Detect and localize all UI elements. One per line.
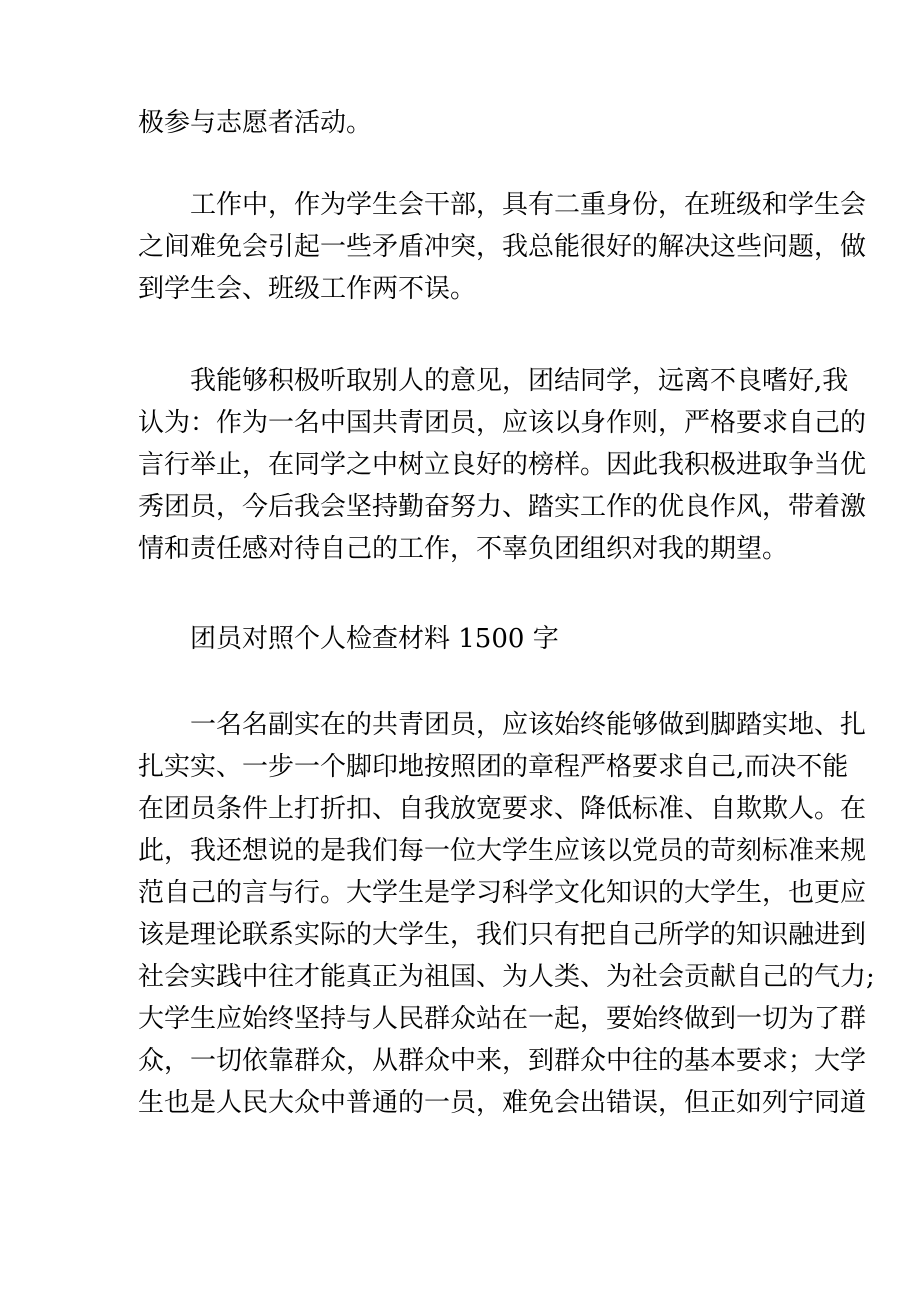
paragraph-line: 该是理论联系实际的大学生，我们只有把自己所学的知识融进到 bbox=[138, 920, 867, 950]
paragraph-line: 社会实践中往才能真正为祖国、为人类、为社会贡献自己的气力; bbox=[138, 962, 875, 992]
paragraph-line: 一名名副实在的共青团员，应该始终能够做到脚踏实地、扎 bbox=[190, 710, 867, 740]
paragraph-line: 扎实实、一步一个脚印地按照团的章程严格要求自己,而决不能 bbox=[138, 752, 849, 782]
paragraph-line: 此，我还想说的是我们每一位大学生应该以党员的苛刻标准来规 bbox=[138, 836, 867, 866]
paragraph-line: 我能够积极听取别人的意见，团结同学，远离不良嗜好,我 bbox=[190, 366, 849, 396]
paragraph-line: 在团员条件上打折扣、自我放宽要求、降低标准、自欺欺人。在 bbox=[138, 794, 867, 824]
paragraph-line: 情和责任感对待自己的工作，不辜负团组织对我的期望。 bbox=[138, 534, 789, 564]
paragraph-line: 极参与志愿者活动。 bbox=[138, 108, 373, 138]
paragraph-line: 认为：作为一名中国共青团员，应该以身作则，严格要求自己的 bbox=[138, 408, 867, 438]
paragraph-line: 之间难免会引起一些矛盾冲突，我总能很好的解决这些问题，做 bbox=[138, 232, 867, 262]
paragraph-line: 秀团员，今后我会坚持勤奋努力、踏实工作的优良作风，带着激 bbox=[138, 492, 867, 522]
section-heading: 团员对照个人检查材料 1500 字 bbox=[190, 624, 559, 654]
paragraph-line: 到学生会、班级工作两不误。 bbox=[138, 274, 477, 304]
paragraph-line: 工作中，作为学生会干部，具有二重身份，在班级和学生会 bbox=[190, 190, 867, 220]
paragraph-line: 范自己的言与行。大学生是学习科学文化知识的大学生，也更应 bbox=[138, 878, 867, 908]
paragraph-line: 众，一切依靠群众，从群众中来，到群众中往的基本要求；大学 bbox=[138, 1046, 867, 1076]
paragraph-line: 言行举止，在同学之中树立良好的榜样。因此我积极进取争当优 bbox=[138, 450, 867, 480]
paragraph-line: 生也是人民大众中普通的一员，难免会出错误，但正如列宁同道 bbox=[138, 1088, 867, 1118]
paragraph-line: 大学生应始终坚持与人民群众站在一起，要始终做到一切为了群 bbox=[138, 1004, 867, 1034]
